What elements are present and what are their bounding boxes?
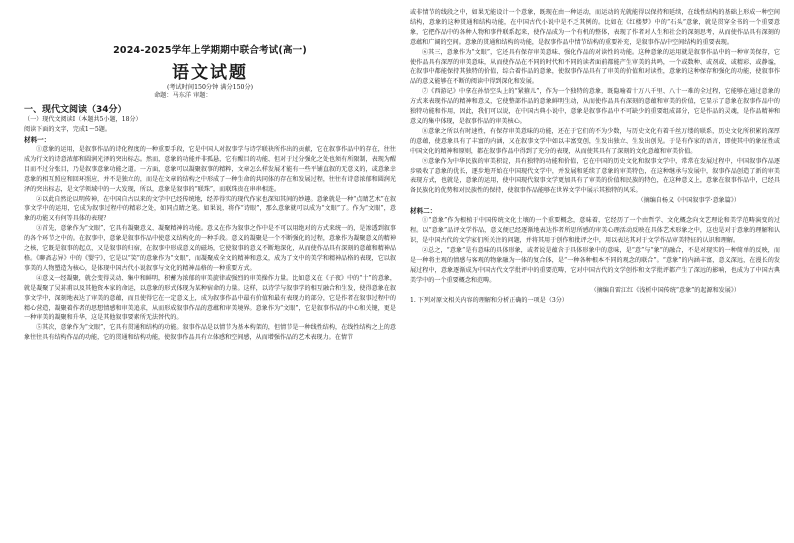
- paragraph: ⑦《西游记》中拿在孙悟空头上的“紧箍儿”，作为一个独特的意象，既隐喻着十万八千里、八十一难的全过程，它能够在通过意象的方式来表现作品的精神和意义，它使整部作品的意象鲜明生动，从而使作品具有深刻的意蕴和审美的价值，它显示了意象在叙事作品中的独特功能和作用，因此，我们可以说，在中国古典小说中，意象是叙事作品中不可缺少的重要组成部分，它是作品的灵魂，是作品精神和意义的集中体现，是叙事作品的审美核心。: [410, 88, 780, 125]
- paragraph: 或非情节的线段之中，如果无能设计一个意象，既现在由一种运动，而运动的光就能得以保持和延续，在线性结构的基础上形成一种空间结构，意象的这种贯通和结构功能，在中国古代小说中是不乏其例的。比如在《红楼梦》中的“石头”意象，就是贯穿全书的一个重要意象，它把作品中的各种人物和事件联系起来，使作品成为一个有机的整体，表现了作者对人生和社会的深刻思考，从而使作品具有深刻的意蕴和广阔的空间。意象的贯通和结构的功能，是叙事作品中情节结构的重要补充，是叙事作品中空间结构的重要表现。: [410, 9, 780, 46]
- source-citation: （摘编自杨义《中国叙事学·意象篇》）: [637, 197, 740, 205]
- instruction: 阅读下面的文字，完成1～5题。: [24, 125, 111, 133]
- exam-info: (考试时间150分钟 满分150分): [166, 84, 254, 91]
- right-column: [410, 8, 780, 537]
- exam-title: 2024-2025学年上学期期中联合考试(高一): [113, 45, 307, 56]
- paragraph: ④意义一经凝聚，就会变得灵动、集中和鲜明，积蓄为浓郁的审美旋律或强烈的审美操作力量。比如意义在《子夜》中的“十”的意象，就是凝聚了吴荪甫以及其他资本家的命运，以意象的形式体现为某种宿命的力量。这样，以诗学与叙事学的相互融合和生发，使得意象在叙事文学中，深刻地表达了审美的意蕴，而且使得它在一定意义上，成为叙事作品中最有价值和最有表现力的部分，它是作者在叙事过程中的精心营造，凝聚着作者的思想情感和审美追求，从而形成叙事作品的意蕴和审美境界。意象作为“文眼”，它是叙事作品的中心和关键，更是一种审美的凝聚和升华，这是其他叙事要素所无法替代的。: [24, 274, 396, 322]
- paragraph: ⑧意象之所以有时速性，有保存审美意味的功能，还在于它们的不为少数，与历史文化有着千丝万缕的联系，历史文化所积累的深厚的意蕴，使意象具有了丰富的内涵，又在叙事文学中如以丰富变创，生发出独立、生发出创见。于是有作家的语言，即使其中的象征性或中国文化的精神和原则，都在叙事作品中得到了充分的表现，从而使其具有了深刻的文化意蕴和审美价值。: [410, 127, 780, 155]
- paragraph: ②以此自然论以明传神，在中国自古以来的文学中已经传统地，经养得实的现代作家也深知其间的妙趣。意象就是一种“点睛艺术”在叙事文学中的运用，它成为叙事过程中的精彩之处，如同点睛之笔。如果说，将作“诗眼”，那么意象就可以成为“文眼”了。作为“文眼”，意象的功能又有何等具体的表现？: [24, 195, 396, 223]
- question-stem: 1. 下列对原文相关内容的理解和分析正确的一项是（3分）: [410, 296, 568, 304]
- paragraph: ②总之，“意象”是有意味的具体形象，或者说是蕴含于具体形象中的意味，是“意”与“象”的融合，不是对现实的一种简单的反映，而是一种将主观的情感与客观的物象融为一体的复合体，是“一种各种根本不同的观念的联合”。“意象”的内涵丰富，意义深远，在漫长的发展过程中，意象逐渐成为中国古代文学批评中的重要范畴，它对中国古代的文学创作和文学批评都产生了深远的影响，也成为了中国古典美学中的一个重要概念和范畴。: [410, 247, 780, 284]
- material-two-heading: 材料二：: [410, 207, 437, 216]
- paragraph: ⑨意象作为中华民族的审美积淀，具有独特的功能和价值，它在中国的历史文化和叙事文学中，常常在发展过程中，中国叙事作品逐步吸收了意象的优长，逐步地开始在中国现代文学中，并发展和延续了意象的审美特色，在这种继承与发展中，叙事作品创造了新的审美表现方式，也就是，意象的运用，使中国现代叙事文学更加具有了审美的价值和民族的特色，在这种意义上，意象在叙事作品中，已经具备民族化的优势和对民族性的保持，使叙事作品能够在世界文学中展示其独特的风采。: [410, 157, 780, 195]
- author-line: 命题：马东洋 审题：: [154, 92, 212, 99]
- paragraph: ③首先，意象作为“文眼”，它具有凝聚意义、凝聚精神的功能。意义在作为叙事之作中是不可以用绝对的方式来统一的，是渗透到叙事的各个环节之中的。在叙事中，意象是叙事作品中使意义结构化的一种手段。意义的凝聚是一个不断强化的过程，意象作为凝聚意义的精神之核，它既是叙事的起点，又是叙事的归宿，在叙事中形成意义的磁场，它使叙事的意义不断地深化，从而使作品具有深刻的意蕴和精神品格。《聊斋志异》中的《婴宁》，它是以“笑”的意象作为“文眼”，而凝聚成全文的精神和意义，成为了文中的美学和精神品格的表现，它以叙事美的人物塑造为核心，是体现中国古代小说叙事与文化的精神品格的一种重要方式。: [24, 225, 396, 272]
- paragraph: ⑥其三，意象作为“文眼”，它还具有保存审美意味、强化作品的对读性的功能。这种意象的运用就是叙事作品中的一种审美保存，它使作品具有深厚的审美意味，从而使作品在不同的时代和不同的读者面前都能产生审美的共鸣，一个或数种、或剂或、或精彩、或静谧，在叙事中都能保持其独特的价值，综合着作品的意象，使叙事作品具有了审美的价值和对读性，意象的这种保存和强化的功能，使叙事作品的意义能够在不断的阅读中得到深化和发展。: [410, 48, 780, 86]
- paragraph: ①意象的运用，是叙事作品的诗化程度的一种重要手段，它是中国人对叙事学与诗学联袂所作出的贡献，它在叙事作品中的存在，往往成为行文的诗意浓郁和圆润光泽的突出标志。然而，意象的功能并非孤悬，它有醒目的功能、但对于过分强化之处也须有所限制，表现为醒目而不过分张目，乃是叙事意象功能之道。一方面，意象可以凝聚叙事的精粹，文章怎么样发展才能有一些平铺直叙的无意义的，或意象幸意象的相互照应和回环照应，并不是独立的，而是在文章的结构之中形成了一种生命的共同体的存在和发展过程，往往有诗意浓郁和圆润光泽的突出标志，是文学领域中的一大发现，所以，意象是叙事的“联珠”，而联珠贵在串串相连。: [24, 146, 396, 193]
- subject-title: 语文试题: [172, 63, 248, 83]
- material-one-heading: 材料一：: [24, 135, 51, 144]
- left-column: [24, 8, 396, 537]
- section-heading: 一、现代文阅读（34分）: [24, 105, 127, 115]
- subsection-heading: （一）现代文阅读Ⅰ（本题共5小题，18分）: [24, 116, 142, 123]
- paragraph: ⑤其次，意象作为“文眼”，它具有贯通和结构的功能。叙事作品是以情节为基本构架的，但情节是一种线性结构，在线性结构之上的意象往往具有结构作品的功能，它的贯通和结构功能，使叙事作品具有立体感和空间感，从而增强作品的艺术表现力。在情节: [24, 324, 396, 342]
- source-citation: （摘编自雷江红《浅析中国传统“意象”的起源和发展》）: [590, 286, 740, 294]
- paragraph: ①“意象”作为根植于中国传统文化土壤的一个重要概念，意味着，它经历了一个由哲学、文化概念向文艺理论和美学范畴演变的过程。以“意象”品评文学作品，意义便已经逐渐地表达作者所思所感的审美心理活动反映在具体艺术形象之中，这也是对于意象的理解和认识，是中国古代的文学家们所关注的问题，并将其用于创作和批评之中，用以表达其对于文学作品审美特征的认识和理解。: [410, 217, 780, 245]
